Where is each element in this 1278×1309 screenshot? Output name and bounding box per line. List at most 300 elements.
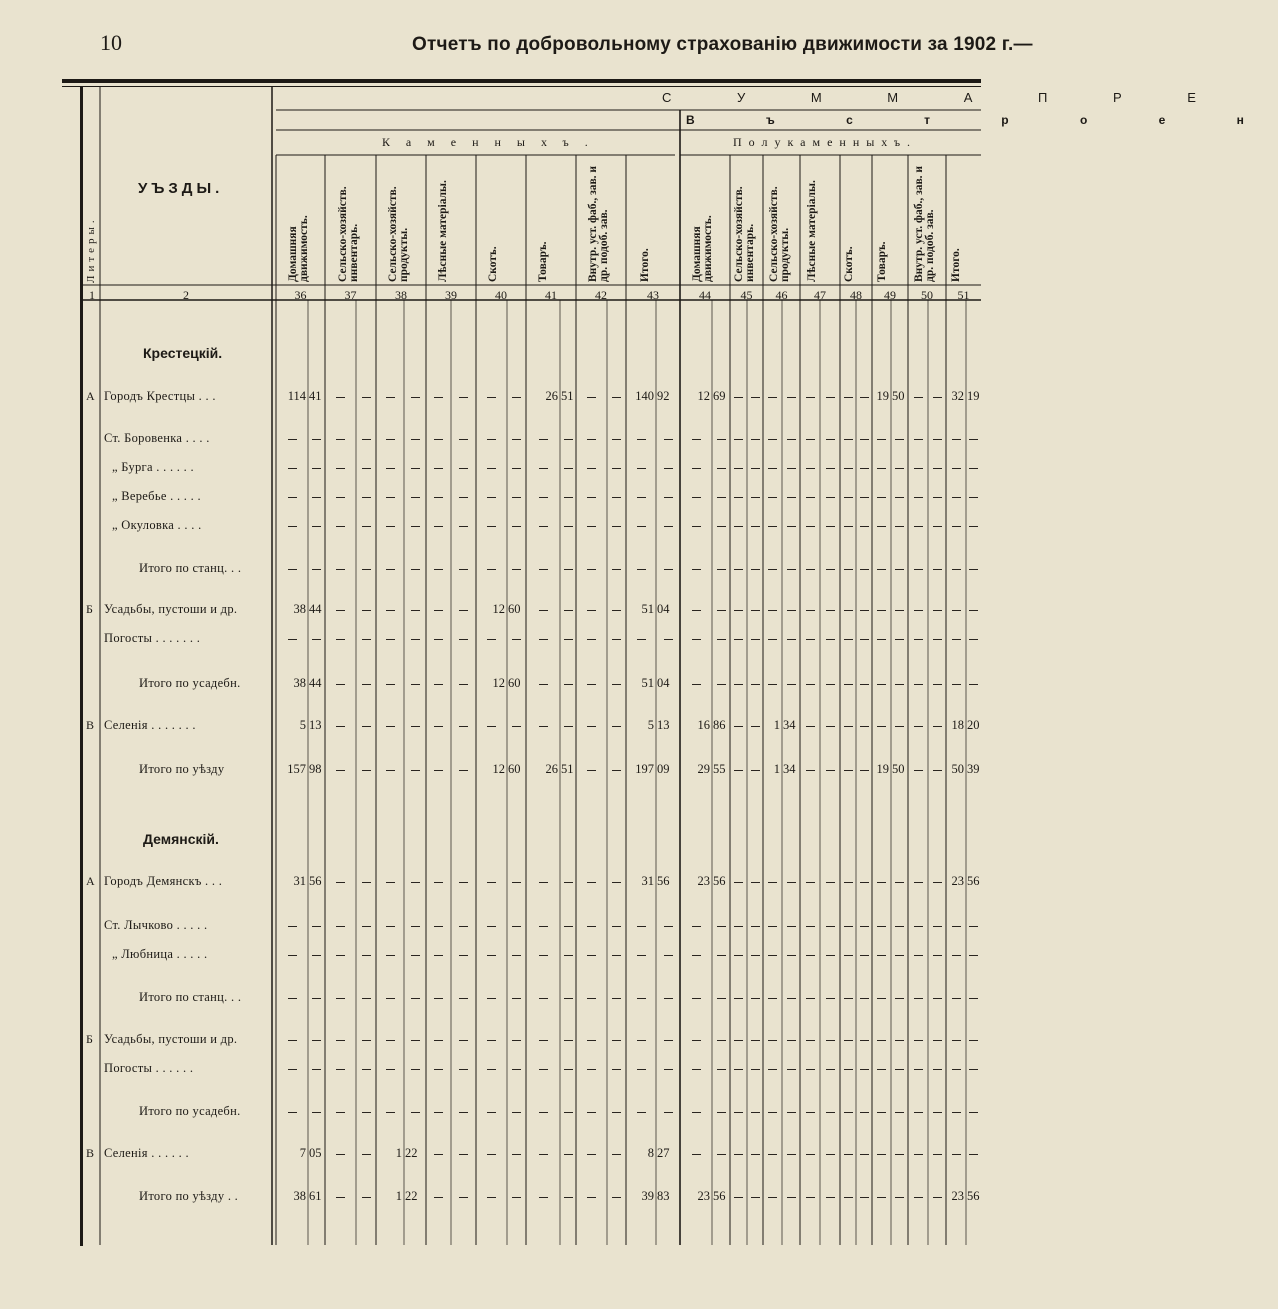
empty-cell-dash bbox=[895, 726, 904, 727]
empty-cell-dash bbox=[692, 569, 701, 570]
cell-kopecks: 86 bbox=[713, 718, 726, 732]
empty-cell-dash bbox=[312, 926, 321, 927]
empty-cell-dash bbox=[587, 610, 596, 611]
empty-cell-dash bbox=[751, 468, 760, 469]
empty-cell-dash bbox=[895, 569, 904, 570]
empty-cell-dash bbox=[362, 468, 371, 469]
empty-cell-dash bbox=[692, 1069, 701, 1070]
empty-cell-dash bbox=[969, 497, 978, 498]
empty-cell-dash bbox=[914, 684, 923, 685]
empty-cell-dash bbox=[664, 955, 673, 956]
empty-cell-dash bbox=[386, 1112, 395, 1113]
empty-cell-dash bbox=[826, 926, 835, 927]
empty-cell-dash bbox=[751, 684, 760, 685]
empty-cell-dash bbox=[459, 1197, 468, 1198]
empty-cell-dash bbox=[787, 1069, 796, 1070]
empty-cell-dash bbox=[787, 1154, 796, 1155]
empty-cell-dash bbox=[717, 1069, 726, 1070]
empty-cell-dash bbox=[914, 439, 923, 440]
empty-cell-dash bbox=[734, 1112, 743, 1113]
cell-kopecks: 56 bbox=[309, 874, 322, 888]
empty-cell-dash bbox=[751, 770, 760, 771]
empty-cell-dash bbox=[860, 1154, 869, 1155]
empty-cell-dash bbox=[969, 1112, 978, 1113]
empty-cell-dash bbox=[612, 726, 621, 727]
empty-cell-dash bbox=[860, 1197, 869, 1198]
cell-rubles: 38 bbox=[293, 676, 306, 690]
empty-cell-dash bbox=[386, 1069, 395, 1070]
empty-cell-dash bbox=[288, 526, 297, 527]
empty-cell-dash bbox=[914, 955, 923, 956]
empty-cell-dash bbox=[362, 926, 371, 927]
row-letter: В bbox=[86, 718, 95, 732]
empty-cell-dash bbox=[952, 497, 961, 498]
cell-kopecks: 41 bbox=[309, 389, 322, 403]
empty-cell-dash bbox=[362, 955, 371, 956]
empty-cell-dash bbox=[288, 497, 297, 498]
empty-cell-dash bbox=[664, 468, 673, 469]
empty-cell-dash bbox=[768, 397, 777, 398]
empty-cell-dash bbox=[362, 1112, 371, 1113]
empty-cell-dash bbox=[587, 439, 596, 440]
empty-cell-dash bbox=[877, 639, 886, 640]
empty-cell-dash bbox=[877, 926, 886, 927]
empty-cell-dash bbox=[914, 1154, 923, 1155]
empty-cell-dash bbox=[612, 468, 621, 469]
empty-cell-dash bbox=[952, 639, 961, 640]
empty-cell-dash bbox=[914, 726, 923, 727]
empty-cell-dash bbox=[564, 684, 573, 685]
empty-cell-dash bbox=[692, 926, 701, 927]
empty-cell-dash bbox=[312, 1112, 321, 1113]
empty-cell-dash bbox=[362, 1069, 371, 1070]
row-letter: Б bbox=[86, 602, 93, 616]
page-title: Отчетъ по добровольному страхованію движимости за 1902 г.— bbox=[412, 34, 1033, 55]
empty-cell-dash bbox=[637, 1112, 646, 1113]
empty-cell-dash bbox=[877, 439, 886, 440]
empty-cell-dash bbox=[933, 1069, 942, 1070]
empty-cell-dash bbox=[612, 1069, 621, 1070]
cell-kopecks: 98 bbox=[309, 762, 322, 776]
empty-cell-dash bbox=[362, 497, 371, 498]
empty-cell-dash bbox=[459, 1112, 468, 1113]
empty-cell-dash bbox=[386, 926, 395, 927]
empty-cell-dash bbox=[459, 610, 468, 611]
empty-cell-dash bbox=[860, 955, 869, 956]
empty-cell-dash bbox=[362, 726, 371, 727]
empty-cell-dash bbox=[826, 726, 835, 727]
empty-cell-dash bbox=[806, 882, 815, 883]
empty-cell-dash bbox=[539, 726, 548, 727]
cell-kopecks: 39 bbox=[967, 762, 980, 776]
empty-cell-dash bbox=[411, 639, 420, 640]
column-number: 48 bbox=[850, 288, 862, 302]
row-label: Селенія . . . . . . bbox=[104, 1146, 189, 1160]
empty-cell-dash bbox=[895, 955, 904, 956]
empty-cell-dash bbox=[877, 1112, 886, 1113]
empty-cell-dash bbox=[434, 397, 443, 398]
empty-cell-dash bbox=[952, 569, 961, 570]
empty-cell-dash bbox=[512, 1154, 521, 1155]
empty-cell-dash bbox=[564, 639, 573, 640]
empty-cell-dash bbox=[362, 439, 371, 440]
empty-cell-dash bbox=[933, 397, 942, 398]
column-header-vertical: Итого. bbox=[949, 248, 962, 282]
empty-cell-dash bbox=[860, 926, 869, 927]
empty-cell-dash bbox=[826, 684, 835, 685]
empty-cell-dash bbox=[826, 1154, 835, 1155]
cell-kopecks: 04 bbox=[657, 676, 670, 690]
column-header-vertical: Сельско-хозяйств. инвентарь. bbox=[336, 186, 360, 282]
empty-cell-dash bbox=[895, 526, 904, 527]
cell-rubles: 8 bbox=[647, 1146, 654, 1160]
empty-cell-dash bbox=[487, 639, 496, 640]
row-label: Городъ Крестцы . . . bbox=[104, 389, 216, 403]
cell-kopecks: 92 bbox=[657, 389, 670, 403]
group-semistone-heading: Полукаменныхъ. bbox=[733, 135, 918, 149]
empty-cell-dash bbox=[860, 882, 869, 883]
empty-cell-dash bbox=[612, 1154, 621, 1155]
empty-cell-dash bbox=[895, 926, 904, 927]
empty-cell-dash bbox=[336, 610, 345, 611]
empty-cell-dash bbox=[895, 1154, 904, 1155]
empty-cell-dash bbox=[952, 1040, 961, 1041]
empty-cell-dash bbox=[751, 926, 760, 927]
empty-cell-dash bbox=[434, 1154, 443, 1155]
empty-cell-dash bbox=[336, 955, 345, 956]
empty-cell-dash bbox=[787, 684, 796, 685]
empty-cell-dash bbox=[411, 1112, 420, 1113]
empty-cell-dash bbox=[587, 497, 596, 498]
empty-cell-dash bbox=[826, 610, 835, 611]
cell-kopecks: 61 bbox=[309, 1189, 322, 1203]
empty-cell-dash bbox=[751, 639, 760, 640]
empty-cell-dash bbox=[969, 926, 978, 927]
cell-rubles: 23 bbox=[697, 874, 710, 888]
empty-cell-dash bbox=[587, 639, 596, 640]
empty-cell-dash bbox=[386, 439, 395, 440]
empty-cell-dash bbox=[411, 726, 420, 727]
empty-cell-dash bbox=[539, 1040, 548, 1041]
empty-cell-dash bbox=[336, 882, 345, 883]
column-header-vertical: Сельско-хозяйств. продукты. bbox=[387, 186, 410, 282]
empty-cell-dash bbox=[336, 468, 345, 469]
column-header-uezdy: УЪЗДЫ. bbox=[138, 180, 224, 197]
empty-cell-dash bbox=[844, 1112, 853, 1113]
cell-rubles: 29 bbox=[697, 762, 710, 776]
empty-cell-dash bbox=[826, 397, 835, 398]
empty-cell-dash bbox=[512, 569, 521, 570]
empty-cell-dash bbox=[751, 998, 760, 999]
empty-cell-dash bbox=[637, 998, 646, 999]
empty-cell-dash bbox=[787, 526, 796, 527]
empty-cell-dash bbox=[459, 497, 468, 498]
empty-cell-dash bbox=[895, 1040, 904, 1041]
cell-kopecks: 34 bbox=[783, 718, 796, 732]
empty-cell-dash bbox=[587, 1040, 596, 1041]
column-header-vertical: Итого. bbox=[639, 248, 651, 282]
empty-cell-dash bbox=[386, 610, 395, 611]
empty-cell-dash bbox=[587, 955, 596, 956]
empty-cell-dash bbox=[914, 882, 923, 883]
empty-cell-dash bbox=[860, 526, 869, 527]
empty-cell-dash bbox=[844, 726, 853, 727]
column-number: 47 bbox=[814, 288, 826, 302]
empty-cell-dash bbox=[877, 468, 886, 469]
cell-rubles: 12 bbox=[492, 676, 505, 690]
empty-cell-dash bbox=[734, 1197, 743, 1198]
empty-cell-dash bbox=[717, 926, 726, 927]
empty-cell-dash bbox=[612, 610, 621, 611]
empty-cell-dash bbox=[717, 639, 726, 640]
empty-cell-dash bbox=[933, 468, 942, 469]
empty-cell-dash bbox=[734, 397, 743, 398]
empty-cell-dash bbox=[288, 955, 297, 956]
empty-cell-dash bbox=[386, 468, 395, 469]
empty-cell-dash bbox=[612, 497, 621, 498]
empty-cell-dash bbox=[459, 569, 468, 570]
empty-cell-dash bbox=[312, 1069, 321, 1070]
empty-cell-dash bbox=[717, 684, 726, 685]
cell-kopecks: 44 bbox=[309, 676, 322, 690]
cell-kopecks: 22 bbox=[405, 1189, 418, 1203]
empty-cell-dash bbox=[539, 497, 548, 498]
column-header-vertical: Домашняя движимость. bbox=[691, 215, 714, 282]
empty-cell-dash bbox=[895, 882, 904, 883]
empty-cell-dash bbox=[459, 926, 468, 927]
empty-cell-dash bbox=[877, 1040, 886, 1041]
empty-cell-dash bbox=[386, 569, 395, 570]
empty-cell-dash bbox=[768, 1112, 777, 1113]
empty-cell-dash bbox=[459, 684, 468, 685]
empty-cell-dash bbox=[411, 1069, 420, 1070]
cell-rubles: 32 bbox=[951, 389, 964, 403]
cell-kopecks: 22 bbox=[405, 1146, 418, 1160]
empty-cell-dash bbox=[806, 1112, 815, 1113]
cell-kopecks: 55 bbox=[713, 762, 726, 776]
empty-cell-dash bbox=[751, 569, 760, 570]
band-buildings: В ъ с т р о е н bbox=[686, 113, 1278, 127]
empty-cell-dash bbox=[914, 926, 923, 927]
empty-cell-dash bbox=[612, 955, 621, 956]
empty-cell-dash bbox=[312, 569, 321, 570]
empty-cell-dash bbox=[895, 610, 904, 611]
cell-rubles: 50 bbox=[951, 762, 964, 776]
empty-cell-dash bbox=[787, 610, 796, 611]
empty-cell-dash bbox=[806, 569, 815, 570]
cell-kopecks: 09 bbox=[657, 762, 670, 776]
cell-kopecks: 60 bbox=[508, 676, 521, 690]
empty-cell-dash bbox=[717, 439, 726, 440]
cell-rubles: 140 bbox=[635, 389, 654, 403]
empty-cell-dash bbox=[434, 882, 443, 883]
empty-cell-dash bbox=[539, 998, 548, 999]
empty-cell-dash bbox=[336, 1069, 345, 1070]
empty-cell-dash bbox=[434, 526, 443, 527]
empty-cell-dash bbox=[434, 955, 443, 956]
empty-cell-dash bbox=[734, 1069, 743, 1070]
column-header-vertical: Внутр. уст. фаб., зав. и др. подоб. зав. bbox=[587, 165, 610, 282]
empty-cell-dash bbox=[564, 955, 573, 956]
empty-cell-dash bbox=[933, 1154, 942, 1155]
empty-cell-dash bbox=[692, 639, 701, 640]
empty-cell-dash bbox=[860, 497, 869, 498]
empty-cell-dash bbox=[459, 998, 468, 999]
empty-cell-dash bbox=[512, 1040, 521, 1041]
cell-kopecks: 56 bbox=[967, 1189, 980, 1203]
row-label: Итого по усадебн. bbox=[139, 1104, 241, 1118]
empty-cell-dash bbox=[717, 497, 726, 498]
empty-cell-dash bbox=[612, 882, 621, 883]
empty-cell-dash bbox=[877, 497, 886, 498]
empty-cell-dash bbox=[564, 526, 573, 527]
empty-cell-dash bbox=[336, 1040, 345, 1041]
empty-cell-dash bbox=[612, 684, 621, 685]
empty-cell-dash bbox=[539, 1112, 548, 1113]
empty-cell-dash bbox=[844, 610, 853, 611]
empty-cell-dash bbox=[826, 1069, 835, 1070]
empty-cell-dash bbox=[612, 526, 621, 527]
empty-cell-dash bbox=[459, 955, 468, 956]
empty-cell-dash bbox=[692, 610, 701, 611]
row-label: Итого по уѣзду . . bbox=[139, 1189, 239, 1203]
empty-cell-dash bbox=[612, 770, 621, 771]
empty-cell-dash bbox=[637, 1040, 646, 1041]
empty-cell-dash bbox=[877, 1154, 886, 1155]
empty-cell-dash bbox=[877, 998, 886, 999]
empty-cell-dash bbox=[877, 526, 886, 527]
empty-cell-dash bbox=[612, 1040, 621, 1041]
column-number: 46 bbox=[775, 288, 788, 302]
empty-cell-dash bbox=[362, 684, 371, 685]
row-label: Усадьбы, пустоши и др. bbox=[104, 602, 238, 616]
empty-cell-dash bbox=[768, 1040, 777, 1041]
empty-cell-dash bbox=[933, 497, 942, 498]
empty-cell-dash bbox=[434, 926, 443, 927]
empty-cell-dash bbox=[933, 684, 942, 685]
empty-cell-dash bbox=[860, 610, 869, 611]
empty-cell-dash bbox=[587, 770, 596, 771]
cell-kopecks: 56 bbox=[713, 874, 726, 888]
column-number: 45 bbox=[740, 288, 753, 302]
empty-cell-dash bbox=[512, 882, 521, 883]
empty-cell-dash bbox=[539, 468, 548, 469]
cell-rubles: 26 bbox=[545, 762, 558, 776]
empty-cell-dash bbox=[751, 1154, 760, 1155]
empty-cell-dash bbox=[860, 468, 869, 469]
empty-cell-dash bbox=[933, 1112, 942, 1113]
empty-cell-dash bbox=[914, 397, 923, 398]
empty-cell-dash bbox=[411, 497, 420, 498]
empty-cell-dash bbox=[564, 1112, 573, 1113]
cell-kopecks: 56 bbox=[967, 874, 980, 888]
district-name: Демянскій. bbox=[143, 831, 219, 847]
empty-cell-dash bbox=[806, 468, 815, 469]
empty-cell-dash bbox=[844, 569, 853, 570]
empty-cell-dash bbox=[459, 639, 468, 640]
empty-cell-dash bbox=[768, 610, 777, 611]
empty-cell-dash bbox=[386, 497, 395, 498]
empty-cell-dash bbox=[734, 439, 743, 440]
row-label: Селенія . . . . . . . bbox=[104, 718, 196, 732]
empty-cell-dash bbox=[844, 497, 853, 498]
empty-cell-dash bbox=[914, 1040, 923, 1041]
empty-cell-dash bbox=[487, 955, 496, 956]
cell-kopecks: 56 bbox=[657, 874, 670, 888]
empty-cell-dash bbox=[564, 726, 573, 727]
cell-rubles: 38 bbox=[293, 602, 306, 616]
empty-cell-dash bbox=[487, 468, 496, 469]
empty-cell-dash bbox=[826, 468, 835, 469]
empty-cell-dash bbox=[434, 998, 443, 999]
empty-cell-dash bbox=[512, 1069, 521, 1070]
empty-cell-dash bbox=[411, 955, 420, 956]
empty-cell-dash bbox=[826, 1197, 835, 1198]
empty-cell-dash bbox=[717, 526, 726, 527]
column-number: 43 bbox=[647, 288, 659, 302]
empty-cell-dash bbox=[411, 610, 420, 611]
empty-cell-dash bbox=[434, 1069, 443, 1070]
empty-cell-dash bbox=[806, 639, 815, 640]
empty-cell-dash bbox=[860, 439, 869, 440]
empty-cell-dash bbox=[487, 497, 496, 498]
empty-cell-dash bbox=[692, 1112, 701, 1113]
empty-cell-dash bbox=[434, 639, 443, 640]
empty-cell-dash bbox=[768, 1154, 777, 1155]
empty-cell-dash bbox=[969, 684, 978, 685]
empty-cell-dash bbox=[806, 770, 815, 771]
page-number: 10 bbox=[100, 30, 122, 55]
empty-cell-dash bbox=[877, 882, 886, 883]
empty-cell-dash bbox=[734, 497, 743, 498]
empty-cell-dash bbox=[512, 397, 521, 398]
empty-cell-dash bbox=[717, 468, 726, 469]
empty-cell-dash bbox=[512, 926, 521, 927]
empty-cell-dash bbox=[844, 770, 853, 771]
empty-cell-dash bbox=[734, 926, 743, 927]
empty-cell-dash bbox=[952, 439, 961, 440]
empty-cell-dash bbox=[386, 684, 395, 685]
empty-cell-dash bbox=[487, 1112, 496, 1113]
empty-cell-dash bbox=[692, 955, 701, 956]
empty-cell-dash bbox=[312, 955, 321, 956]
empty-cell-dash bbox=[564, 926, 573, 927]
column-number: 41 bbox=[545, 288, 557, 302]
cell-rubles: 19 bbox=[876, 389, 889, 403]
empty-cell-dash bbox=[826, 1040, 835, 1041]
empty-cell-dash bbox=[895, 497, 904, 498]
empty-cell-dash bbox=[564, 468, 573, 469]
empty-cell-dash bbox=[459, 526, 468, 527]
empty-cell-dash bbox=[539, 926, 548, 927]
empty-cell-dash bbox=[952, 526, 961, 527]
empty-cell-dash bbox=[844, 1197, 853, 1198]
empty-cell-dash bbox=[664, 1112, 673, 1113]
empty-cell-dash bbox=[844, 397, 853, 398]
row-label: Итого по усадебн. bbox=[139, 676, 241, 690]
cell-rubles: 23 bbox=[697, 1189, 710, 1203]
empty-cell-dash bbox=[768, 882, 777, 883]
empty-cell-dash bbox=[787, 569, 796, 570]
empty-cell-dash bbox=[734, 1154, 743, 1155]
cell-rubles: 18 bbox=[951, 718, 964, 732]
empty-cell-dash bbox=[564, 439, 573, 440]
empty-cell-dash bbox=[826, 770, 835, 771]
empty-cell-dash bbox=[734, 1040, 743, 1041]
empty-cell-dash bbox=[512, 1197, 521, 1198]
cell-kopecks: 69 bbox=[713, 389, 726, 403]
empty-cell-dash bbox=[362, 1040, 371, 1041]
